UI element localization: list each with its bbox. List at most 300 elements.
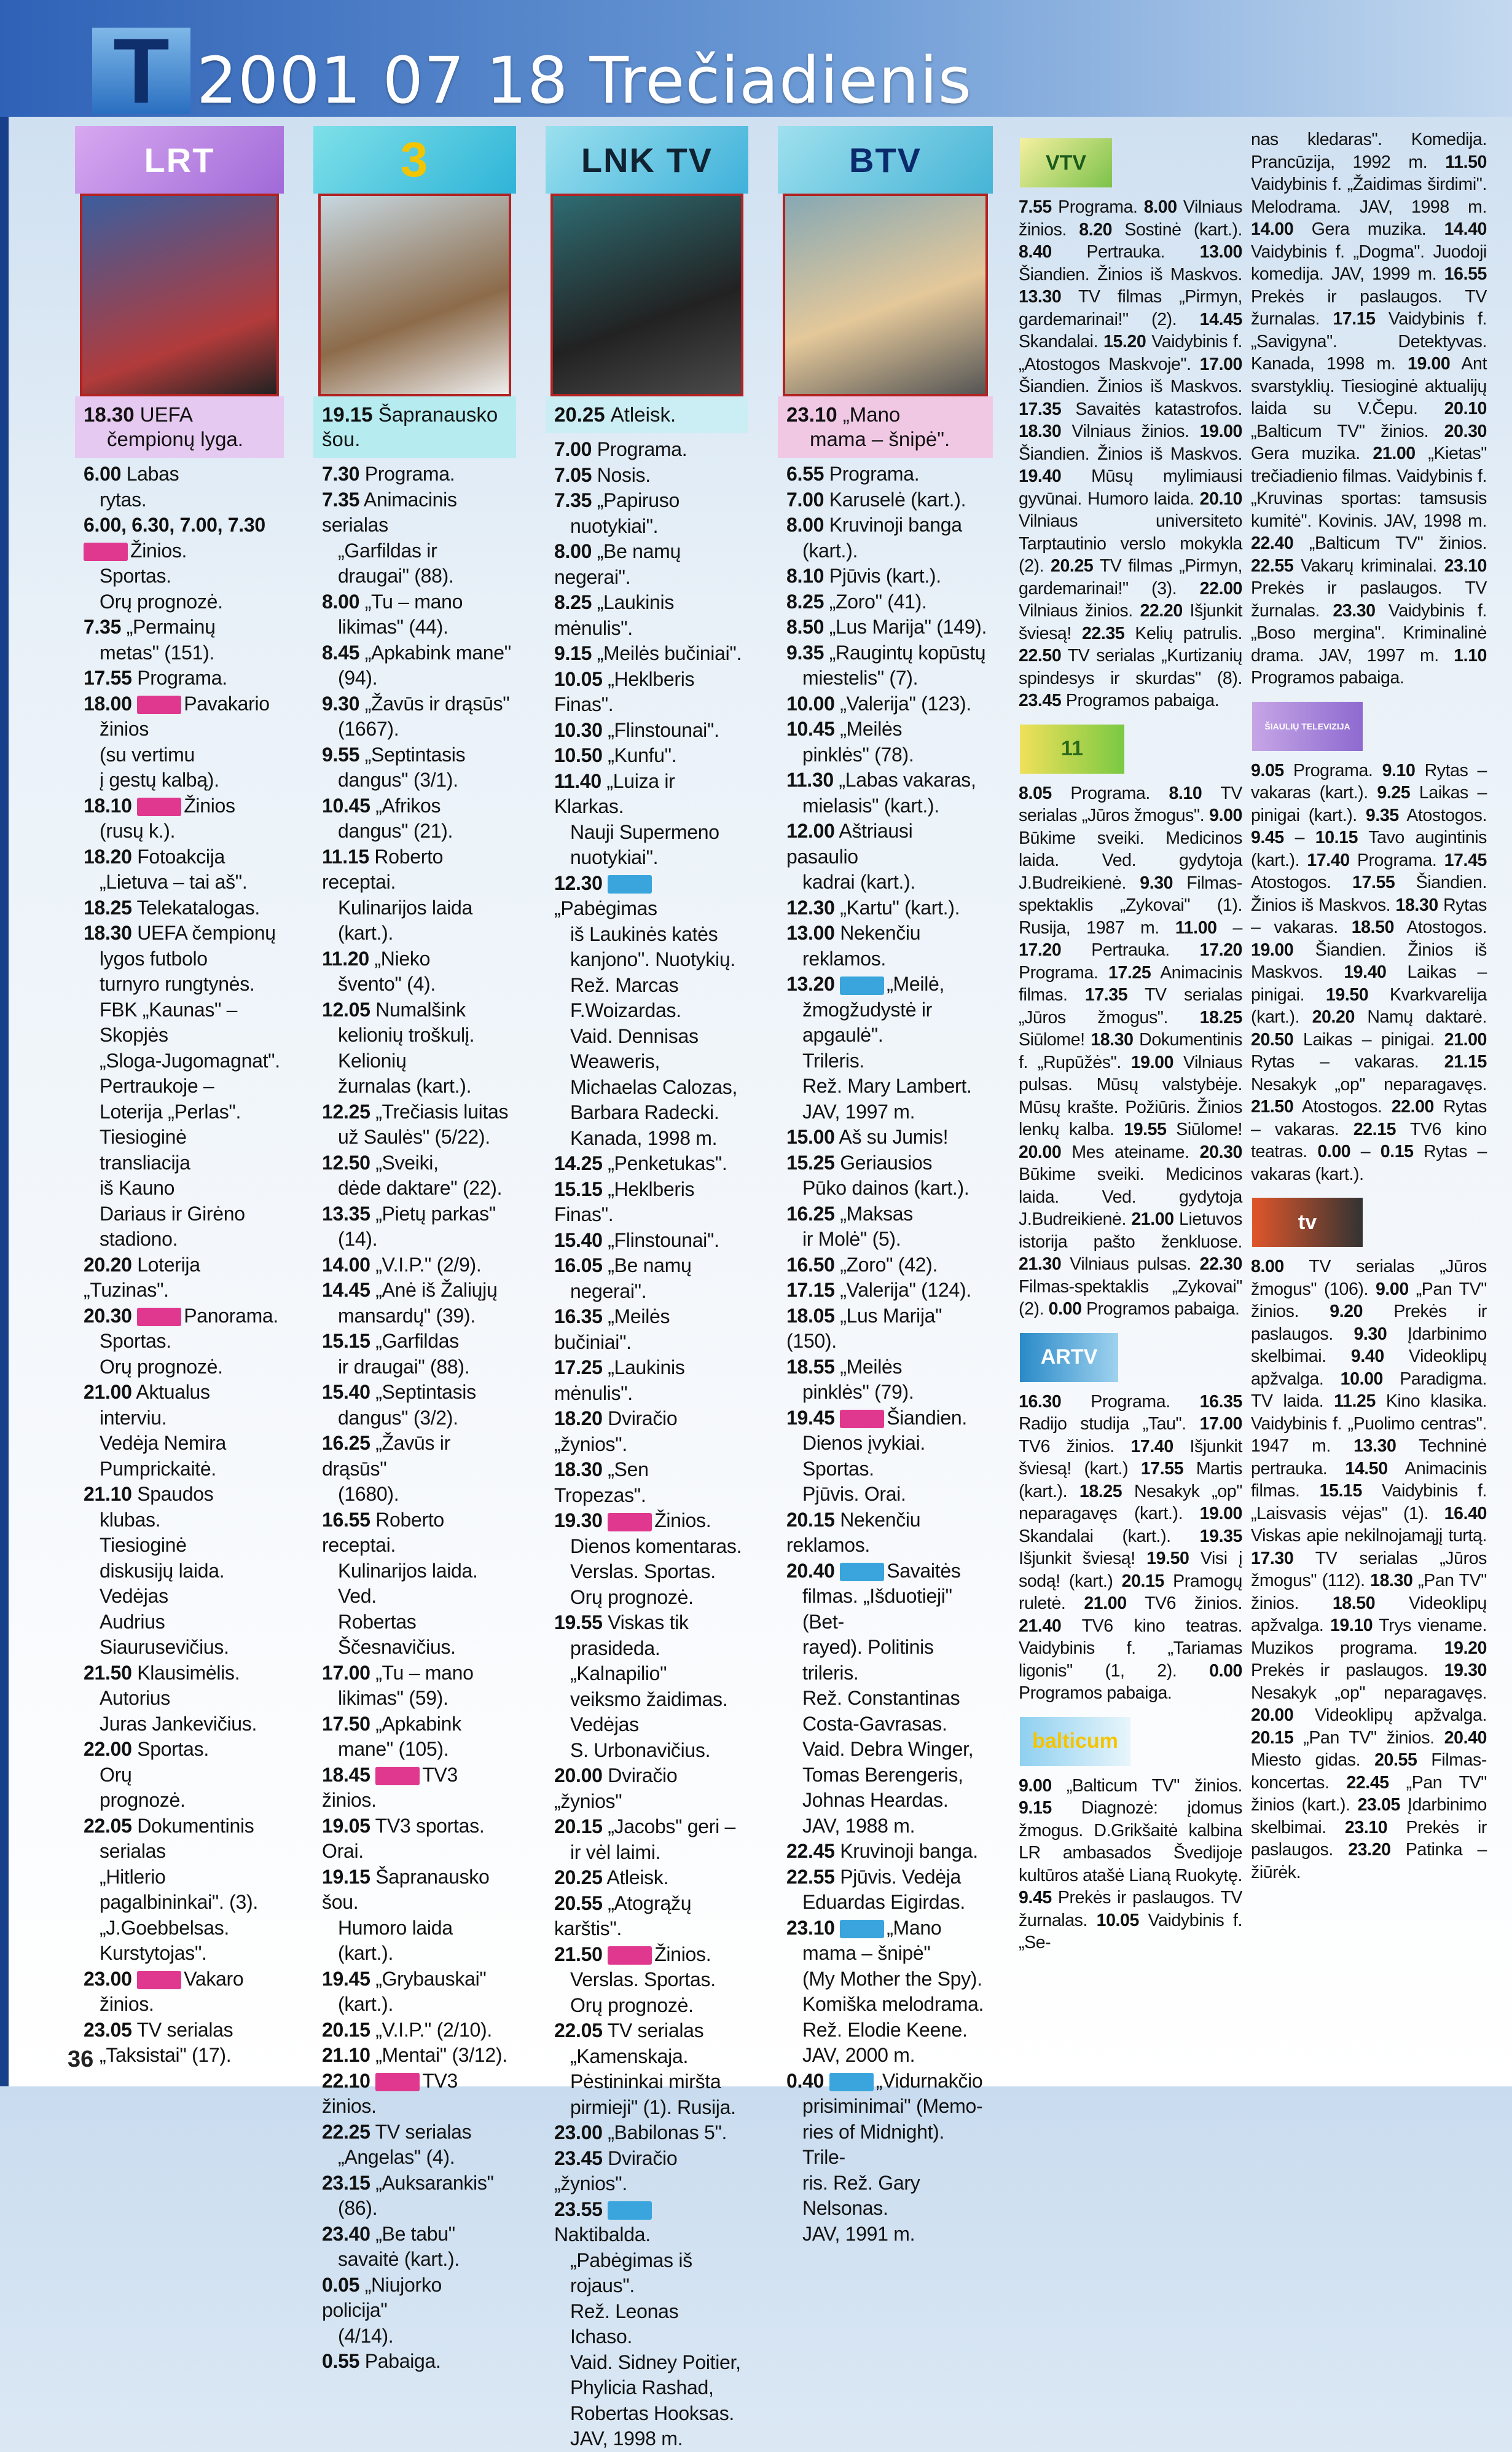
entry-detail: Pertraukoje – — [100, 1075, 214, 1097]
entry-first-line — [322, 2069, 512, 2120]
entry-first-line — [786, 487, 989, 513]
entry-first-line — [554, 1508, 745, 1534]
schedule-entry — [554, 1610, 745, 1763]
entry-time: 0.55 — [322, 2350, 360, 2372]
entry-first-line — [322, 844, 512, 895]
entry-first-line — [554, 1406, 745, 1457]
entry-first-line — [554, 2120, 745, 2146]
entry-first-line — [84, 1252, 280, 1303]
entry-title: „Trečiasis luitas — [375, 1100, 509, 1123]
schedule-entry — [322, 487, 512, 589]
entry-detail: Verslas. Sportas. — [570, 1560, 716, 1582]
entry-detail: švento" (4). — [338, 973, 436, 995]
entry-detail: pagalbininkai". (3). — [100, 1891, 258, 1913]
entry-time: 8.25 — [786, 590, 825, 613]
entry-time: 7.35 — [554, 489, 592, 511]
schedule-entry — [786, 1303, 989, 1354]
entry-time: 8.25 — [554, 591, 592, 613]
entry-title: Vakaro — [184, 1967, 244, 1990]
entry-time: 21.00 — [84, 1381, 132, 1403]
highlight-time: 19.15 — [322, 403, 378, 426]
entry-detail: transliacija — [100, 1151, 190, 1174]
entry-title: „Sveiki, — [375, 1151, 439, 1174]
schedule-entry — [84, 1482, 280, 1660]
entry-title: „Tu – mano — [364, 590, 463, 613]
entry-title: Telekatalogas. — [136, 896, 260, 919]
channel-schedule-pantv: 8.00 TV serialas „Jūros žmogus" (106). 9.00 „Pan TV" žinios. 9.20 Prekės ir paslaugos. 9.30 Įdarbinimo skelbimai. 9.40 Videoklipų apžvalga. 10.00 Paradigma. TV laida. 11.25 Kino klasika. Vaidybinis f. „Puolimo centras". 1947 m. 13.30 Techninė pertrauka. 14.50 Animacinis filmas. 15.15 Vaidybinis f. „Laisvasis vėjas" (1). 16.40 Viskas apie nekilnojamąjį turtą. 17.30 TV serialas „Jūros žmogus" (112). 18.30 „Pan TV" žinios. 18.50 Videoklipų apžvalga. 19.10 Trys viename. Muzikos programa. 19.20 Prekės ir paslaugos. 19.30 Nesakyk „op" neparagavęs. 20.00 Videoklipų apžvalga. 20.15 „Pan TV" žinios. 20.40 Miesto gidas. 20.55 Filmas-koncertas. 22.45 „Pan TV" žinios (kart.). 23.05 Įdarbinimo skelbimai. 23.10 Prekės ir paslaugos. 23.20 Patinka – žiūrėk. — [1251, 1257, 1487, 1882]
entry-title: „Jacobs" geri – — [608, 1815, 736, 1837]
entry-time: 9.35 — [786, 641, 825, 664]
entry-first-line — [322, 2171, 512, 2196]
entry-detail: už Saulės" (5/22). — [338, 1126, 490, 1148]
entry-time: 20.25 — [554, 1866, 603, 1888]
entry-detail: Orų prognozė. — [570, 1994, 694, 2016]
entry-first-line — [322, 487, 512, 538]
entry-first-line — [322, 2273, 512, 2324]
entry-detail: Vaid. Sidney Poitier, — [570, 2351, 741, 2373]
entry-detail: Kurstytojas". — [100, 1942, 207, 1964]
entry-detail: Michaelas Calozas, — [570, 1075, 738, 1098]
entry-time: 0.05 — [322, 2273, 360, 2296]
entry-detail: Tomas Berengeris, — [802, 1763, 963, 1786]
schedule-entry — [786, 1558, 989, 1839]
film-badge-icon — [608, 2201, 652, 2220]
schedule-entry — [84, 615, 280, 666]
entry-detail: Humoro laida (kart.). — [338, 1916, 453, 1964]
entry-detail: Johnas Heardas. — [802, 1789, 949, 1811]
entry-first-line — [786, 1916, 989, 1941]
entry-time: 22.55 — [786, 1865, 835, 1888]
entry-title: „Kartu" (kart.). — [840, 896, 960, 919]
entry-first-line — [322, 640, 512, 666]
schedule-entry — [322, 1329, 512, 1380]
entry-first-line — [84, 1967, 280, 1992]
entry-detail: stadiono. — [100, 1228, 178, 1250]
entry-time: 18.20 — [554, 1407, 603, 1429]
entry-title: Nekenčiu reklamos. — [786, 1508, 921, 1556]
entry-time: 22.10 — [322, 2069, 370, 2092]
entry-time: 21.10 — [84, 1483, 132, 1505]
entry-title: Roberto receptai. — [322, 1508, 444, 1556]
entry-detail: Verslas. Sportas. — [570, 1968, 716, 1990]
channel-photo-tv3 — [318, 194, 511, 396]
highlight-line — [554, 403, 740, 427]
entry-detail: prisiminimai" (Memo- — [802, 2095, 983, 2117]
schedule-entry — [84, 1660, 280, 1737]
entry-title: „V.I.P." (2/9). — [375, 1253, 482, 1276]
entry-detail: „Kamenskaja. — [570, 2045, 689, 2067]
entry-time: 7.00 — [554, 438, 592, 460]
left-edge-strip — [0, 0, 9, 2086]
entry-first-line — [554, 641, 745, 667]
entry-title: Dviračio „žynios". — [554, 2147, 678, 2195]
entry-first-line — [786, 615, 989, 640]
entry-title: Kruvinoji banga — [829, 514, 962, 536]
entry-time: 9.30 — [322, 692, 360, 715]
entry-detail: serialas — [100, 1840, 166, 1862]
header-bar — [0, 0, 1512, 122]
entry-title: TV serialas — [375, 2120, 472, 2143]
entry-time: 19.45 — [786, 1406, 835, 1429]
entry-title: Naktibalda. — [554, 2223, 651, 2246]
schedule-entry — [786, 1150, 989, 1201]
entry-first-line — [322, 1099, 512, 1125]
schedule-entry — [554, 1457, 745, 1508]
entry-first-line — [786, 1507, 989, 1558]
entry-title: „Meilės bučiniai". — [554, 1305, 670, 1353]
channel-photo-btv — [783, 194, 988, 396]
entry-title: „Vidurnakčio — [875, 2069, 983, 2092]
schedule-entry — [554, 1177, 745, 1228]
entry-first-line — [786, 717, 989, 742]
schedule-entry — [786, 1507, 989, 1558]
entry-title: Šapranausko šou. — [322, 1865, 490, 1913]
channel-logo-tv3: 3 — [313, 126, 516, 194]
entry-first-line — [786, 1839, 989, 1865]
highlight-title: „Mano — [842, 403, 901, 426]
highlight-title: čempionų lyga. — [107, 428, 243, 450]
entry-title: „Luiza ir Klarkas. — [554, 769, 675, 817]
entry-detail: Audrius — [100, 1610, 165, 1633]
entry-time: 15.25 — [786, 1151, 835, 1174]
entry-detail: Costa-Gavrasas. — [802, 1712, 947, 1735]
schedule-entry — [322, 2043, 512, 2069]
entry-time: 17.25 — [554, 1356, 603, 1378]
entry-title: Aš su Jumis! — [839, 1126, 949, 1148]
schedule-entry — [786, 1201, 989, 1252]
schedule-entry — [786, 1354, 989, 1405]
entry-time: 7.05 — [554, 463, 592, 486]
entry-first-line — [554, 769, 745, 820]
entry-time: 8.45 — [322, 641, 360, 664]
schedule-entry — [554, 463, 745, 489]
entry-detail: (su vertimu — [100, 743, 195, 766]
entry-detail: iš Kauno — [100, 1177, 175, 1199]
entry-first-line — [786, 513, 989, 538]
entry-title: Pjūvis. Vedėja — [840, 1865, 962, 1888]
highlight-title: Atleisk. — [610, 403, 676, 426]
entry-time: 18.10 — [84, 794, 132, 817]
entry-title: „Apkabink — [375, 1712, 461, 1735]
entry-detail: žmogžudystė ir — [802, 998, 932, 1021]
entry-first-line — [84, 691, 280, 717]
entry-title: „Be tabu" — [375, 2222, 455, 2245]
entry-time: 16.05 — [554, 1254, 603, 1276]
entry-first-line — [322, 691, 512, 717]
entry-time: 0.40 — [786, 2069, 825, 2092]
entry-detail: Kanada, 1998 m. — [570, 1126, 718, 1149]
entry-detail: Dienos įvykiai. Sportas. — [802, 1432, 926, 1480]
entry-time: 8.10 — [786, 565, 825, 587]
entry-time: 6.00, 6.30, 7.00, 7.30 — [84, 514, 265, 536]
entry-time: 23.45 — [554, 2147, 603, 2169]
entry-time: 20.15 — [554, 1815, 603, 1837]
entry-time: 8.00 — [322, 590, 360, 613]
entry-title: „Heklberis Finas". — [554, 1177, 695, 1225]
schedule-entry — [84, 1380, 280, 1482]
entry-title: „Žavūs ir drąsūs" — [322, 1432, 450, 1480]
entry-first-line — [322, 1660, 512, 1686]
schedule-entry — [554, 1942, 745, 2019]
entry-detail: kadrai (kart.). — [802, 871, 915, 893]
section-letter: T — [92, 28, 190, 114]
entry-first-line — [84, 666, 280, 691]
entry-first-line — [554, 1457, 745, 1508]
entry-first-line — [786, 768, 989, 793]
entry-first-line — [554, 2146, 745, 2197]
entry-first-line — [786, 462, 989, 487]
entry-detail: Siaurusevičius. — [100, 1636, 229, 1658]
entry-time: 13.35 — [322, 1202, 370, 1225]
entry-time: 16.50 — [786, 1253, 835, 1276]
entry-detail: Dariaus ir Girėno — [100, 1202, 245, 1225]
entry-title: „Žavūs ir drąsūs" — [364, 692, 510, 715]
entry-detail: (1667). — [338, 718, 399, 740]
entry-detail: mansardų" (39). — [338, 1304, 476, 1327]
schedule-entry — [322, 640, 512, 691]
entry-first-line — [786, 564, 989, 589]
entry-detail: Vedėjas — [570, 1713, 639, 1735]
schedule-entry — [554, 1763, 745, 1814]
entry-time: 11.40 — [554, 769, 601, 792]
schedule-entry — [322, 1967, 512, 2018]
entry-detail: ris. Rež. Gary Nelsonas. — [802, 2171, 920, 2219]
schedule-entry — [322, 1431, 512, 1507]
channel-schedule-11: 8.05 Programa. 8.10 TV serialas „Jūros žmogus". 9.00 Būkime sveiki. Medicinos laida. Ved. gydytoja J.Budreikienė. 9.30 Filmas-spektaklis „Zykovai" (1). Rusija, 1987 m. 11.00 – 17.20 Pertrauka. 17.20 Programa. 17.25 Animacinis filmas. 17.35 TV serialas „Jūros žmogus". 18.25 Siūlome! 18.30 Dokumentinis f. „Rupūžės". 19.00 Vilniaus pulsas. Mūsų valstybėje. Mūsų krašte. Požiūris. Žinios lenkų kalba. 19.55 Siūlome! 20.00 Mes ateiname. 20.30 Būkime sveiki. Medicinos laida. Ved. gydytoja J.Budreikienė. 21.00 Lietuvos istorija pašto ženkluose. 21.30 Vilniaus pulsas. 22.30 Filmas-spektaklis „Zykovai" (2). 0.00 Programos pabaiga. — [1019, 783, 1242, 1319]
schedule-entry — [322, 2222, 512, 2273]
schedule-entry — [84, 1252, 280, 1303]
entry-title: Klausimėlis. — [137, 1661, 240, 1684]
entry-time: 23.40 — [322, 2222, 370, 2245]
schedule-list-lnk — [546, 433, 748, 2452]
schedule-entry — [554, 437, 745, 463]
entry-time: 23.10 — [786, 1916, 835, 1939]
entry-detail: reklamos. — [802, 947, 887, 970]
entry-time: 20.15 — [322, 2018, 370, 2041]
entry-first-line — [554, 463, 745, 489]
entry-detail: Tiesioginė — [100, 1126, 187, 1148]
entry-title: „Penketukas". — [608, 1152, 727, 1174]
entry-first-line — [322, 1967, 512, 1992]
entry-detail: ir draugai" (88). — [338, 1355, 470, 1378]
entry-time: 20.30 — [84, 1304, 132, 1327]
entry-detail: (86). — [338, 2197, 378, 2219]
highlight-line — [322, 403, 507, 452]
entry-first-line — [786, 1405, 989, 1431]
entry-title: „V.I.P." (2/10). — [375, 2018, 492, 2041]
entry-title: „Lus Marija" (149). — [829, 616, 987, 638]
entry-title: Sportas. — [137, 1738, 209, 1760]
entry-first-line — [322, 2043, 512, 2069]
entry-title: „Labas vakaras, — [839, 769, 976, 791]
schedule-entry — [84, 513, 280, 615]
entry-time: 10.45 — [322, 794, 370, 817]
entry-detail: JAV, 1988 m. — [802, 1814, 915, 1837]
schedule-entry — [322, 2171, 512, 2222]
entry-detail: (kart.). — [338, 1993, 394, 2015]
schedule-entry — [554, 667, 745, 718]
entry-detail: mielasis" (kart.). — [802, 794, 939, 817]
entry-detail: Trileris. — [802, 1049, 864, 1072]
highlight-title: UEFA — [139, 403, 193, 426]
schedule-entry — [786, 1125, 989, 1150]
schedule-entry — [786, 717, 989, 768]
entry-first-line — [786, 1201, 989, 1227]
entry-first-line — [554, 1942, 745, 1968]
entry-title: „Garfildas — [375, 1330, 459, 1352]
entry-title: „Pietų parkas" — [375, 1202, 496, 1225]
entry-title: Žinios. — [654, 1943, 711, 1965]
entry-title: Panorama. — [184, 1304, 279, 1327]
entry-first-line — [786, 921, 989, 946]
entry-detail: „J.Goebbelsas. — [100, 1916, 230, 1939]
entry-first-line — [554, 1891, 745, 1942]
entry-detail: „Garfildas ir — [338, 539, 437, 562]
entry-time: 18.55 — [786, 1355, 835, 1378]
entry-detail: Autorius — [100, 1687, 170, 1709]
entry-detail: kanjono". Nuotykių. — [570, 948, 735, 970]
entry-time: 11.30 — [786, 769, 834, 791]
entry-detail: FBK „Kaunas" – — [100, 998, 238, 1021]
schedule-entry — [322, 691, 512, 742]
highlight-title: Šapranausko šou. — [322, 403, 498, 450]
entry-title: Animacinis serialas — [322, 488, 457, 536]
highlight-lnk — [546, 396, 748, 433]
entry-time: 21.10 — [322, 2044, 370, 2066]
entry-detail: ir Molė" (5). — [802, 1228, 901, 1250]
entry-detail: interviu. — [100, 1406, 167, 1429]
schedule-entry — [554, 488, 745, 539]
highlight-time: 20.25 — [554, 403, 611, 426]
schedule-entry — [84, 1303, 280, 1380]
entry-detail: Orų prognozė. — [570, 1586, 694, 1608]
entry-title: „Anė iš Žaliųjų — [375, 1279, 498, 1301]
entry-detail: likimas" (59). — [338, 1687, 449, 1709]
entry-first-line — [554, 488, 745, 514]
entry-time: 23.00 — [84, 1967, 132, 1990]
channel-logo-btv: BTV — [778, 126, 993, 194]
entry-time: 23.00 — [554, 2121, 603, 2144]
entry-title: „Maksas — [840, 1202, 913, 1225]
entry-title: „Valerija" (124). — [840, 1279, 971, 1301]
entry-first-line — [554, 437, 745, 463]
entry-first-line — [786, 1278, 989, 1303]
entry-first-line — [84, 921, 280, 946]
schedule-entry — [786, 1405, 989, 1507]
entry-first-line — [554, 1610, 745, 1636]
entry-first-line — [322, 1762, 512, 1813]
entry-title: Pavakario — [184, 692, 270, 715]
entry-title: Žinios — [184, 794, 235, 817]
entry-time: 10.50 — [554, 744, 603, 766]
schedule-entry — [84, 1737, 280, 1813]
entry-detail: Sportas. — [100, 1330, 171, 1352]
entry-title: „Auksarankis" — [375, 2171, 494, 2194]
entry-time: 10.30 — [554, 718, 603, 741]
entry-time: 18.45 — [322, 1763, 370, 1786]
entry-detail: Juras Jankevičius. — [100, 1712, 257, 1735]
entry-time: 6.55 — [786, 463, 825, 485]
entry-title: „Mentai" (3/12). — [375, 2044, 507, 2066]
entry-detail: Robertas Ščesnavičius. — [338, 1610, 456, 1658]
entry-title: Geriausios — [840, 1151, 933, 1174]
entry-time: 18.30 — [554, 1458, 603, 1480]
entry-time: 8.50 — [786, 616, 825, 638]
entry-title: Spaudos — [137, 1483, 214, 1505]
entry-detail: Vaid. Debra Winger, — [802, 1738, 974, 1760]
entry-time: 6.00 — [84, 463, 122, 485]
entry-detail: JAV, 1991 m. — [802, 2222, 915, 2245]
entry-first-line — [786, 1150, 989, 1176]
entry-time: 22.05 — [84, 1814, 132, 1837]
entry-detail: pinklės" (78). — [802, 743, 914, 766]
schedule-entry — [322, 1865, 512, 1967]
entry-detail: Orų — [100, 1763, 132, 1786]
entry-time: 15.00 — [786, 1126, 835, 1148]
entry-first-line — [322, 2018, 512, 2043]
entry-detail: žurnalas (kart.). — [338, 1075, 472, 1097]
entry-first-line — [554, 1253, 745, 1279]
entry-first-line — [322, 742, 512, 768]
film-badge-icon — [840, 1563, 884, 1581]
entry-title: Pabaiga. — [364, 2350, 441, 2372]
schedule-entry — [322, 1252, 512, 1278]
entry-time: 12.05 — [322, 998, 370, 1021]
schedule-entry — [84, 2018, 280, 2069]
channel-schedule-vtv: 7.55 Programa. 8.00 Vilniaus žinios. 8.20 Sostinė (kart.). 8.40 Pertrauka. 13.00 Šiandien. Žinios iš Maskvos. 13.30 TV filmas „Pirmyn, gardemarinai!" (2). 14.45 Skandalai. 15.20 Vaidybinis f. „Atostogos Maskvoje". 17.00 Šiandien. Žinios iš Maskvos. 17.35 Savaitės katastrofos. 18.30 Vilniaus žinios. 19.00 Šiandien. Žinios iš Maskvos. 19.40 Mūsų mylimiausi gyvūnai. Humoro laida. 20.10 Vilniaus universiteto Tarptautinio verslo mokykla (2). 20.25 TV filmas „Pirmyn, gardemarinai!" (3). 22.00 Vilniaus žinios. 22.20 Išjunkit šviesą! 22.35 Kelių patrulis. 22.50 TV serialas „Kurtizanių spindesys ir skurdas" (8). 23.45 Programos pabaiga. — [1019, 197, 1242, 710]
schedule-entry — [786, 819, 989, 895]
entry-detail: Kelionių — [338, 1049, 407, 1072]
entry-detail: Rež. Mary Lambert. — [802, 1075, 972, 1097]
schedule-entry — [786, 615, 989, 640]
entry-detail: žinios. — [100, 1993, 154, 2015]
entry-detail: (My Mother the Spy). — [802, 1967, 982, 1990]
channel-column-btv — [778, 126, 993, 2247]
entry-time: 7.35 — [84, 616, 122, 638]
schedule-entry — [786, 462, 989, 487]
entry-time: 22.45 — [786, 1840, 835, 1862]
entry-detail: Pumprickaitė. — [100, 1457, 216, 1480]
channel-schedule-artv: 16.30 Programa. 16.35 Radijo studija „Tau". 17.00 TV6 žinios. 17.40 Išjunkit šviesą! (kart.) 17.55 Martis (kart.). 18.25 Nesakyk „op" neparagavęs (kart.). 19.00 Skandalai (kart.). 19.35 Išjunkit šviesą! 19.50 Visi į sodą! (kart.) 20.15 Pramogų ruletė. 21.00 TV6 žinios. 21.40 TV6 kino teatras. Vaidybinis f. „Tariamas ligonis" (1, 2). 0.00 Programos pabaiga. — [1019, 1391, 1242, 1703]
schedule-entry — [322, 1711, 512, 1762]
entry-time: 16.55 — [322, 1508, 370, 1531]
entry-first-line — [322, 2222, 512, 2247]
entry-time: 19.45 — [322, 1967, 370, 1990]
schedule-entry — [554, 2018, 745, 2120]
entry-first-line — [84, 1303, 280, 1329]
entry-time: 14.45 — [322, 1279, 370, 1301]
entry-time: 18.20 — [84, 845, 132, 868]
entry-time: 7.30 — [322, 463, 360, 485]
entry-detail: negerai". — [570, 1279, 647, 1302]
channel-logo-artv: ARTV — [1020, 1333, 1118, 1382]
entry-detail: Robertas Hooksas. — [570, 2402, 735, 2424]
channel-logo-pantv: tv — [1252, 1198, 1363, 1247]
entry-time: 10.00 — [786, 692, 835, 715]
schedule-entry — [84, 666, 280, 691]
entry-detail: Kulinarijos laida (kart.). — [338, 896, 473, 944]
entry-title: Aštriausi pasaulio — [786, 820, 913, 868]
tv3-badge-icon — [608, 1513, 652, 1531]
entry-time: 11.15 — [322, 845, 369, 868]
small-channels-right — [1246, 126, 1492, 1884]
entry-first-line — [322, 1252, 512, 1278]
entry-detail: Skopjės — [100, 1024, 168, 1046]
entry-detail: dėde daktare" (22). — [338, 1177, 503, 1199]
entry-time: 15.40 — [322, 1381, 370, 1403]
entry-title: „Septintasis — [364, 743, 466, 766]
schedule-entry — [322, 2120, 512, 2171]
